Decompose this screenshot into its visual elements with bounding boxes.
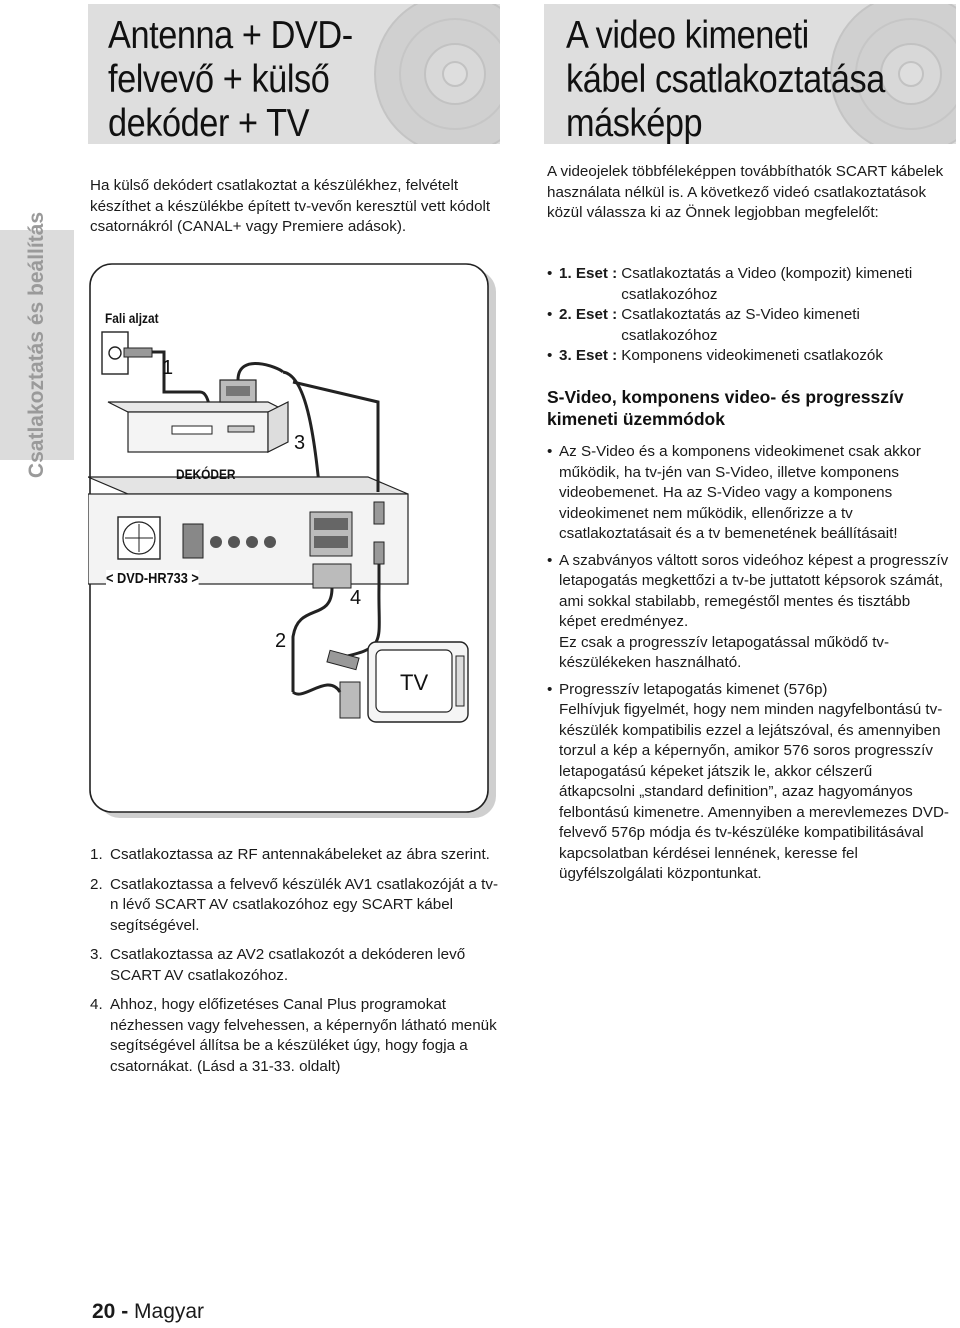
page-number: 20 - — [92, 1300, 129, 1323]
dvd-recorder-icon — [88, 477, 408, 584]
list-item — [547, 346, 947, 367]
left-intro-text: Ha külső dekódert csatlakoztat a készülékhez, felvételt készíthet a készülékbe épített tv-vevőn keresztül vett kódolt csatornákról (CANAL+ vagy Premiere adások). — [90, 177, 491, 235]
list-item — [90, 845, 502, 866]
step-number: 2. — [90, 875, 103, 893]
list-item — [547, 680, 949, 885]
step-number: 3. — [90, 946, 103, 963]
list-item — [90, 995, 502, 1077]
case-value: Csatlakoztatás az S-Video kimeneti csatlakozóhoz — [621, 306, 860, 344]
left-page-title — [108, 14, 353, 144]
right-title-line: kábel csatlakoztatása — [566, 58, 885, 101]
case-value: Komponens videokimeneti csatlakozók — [621, 347, 883, 364]
left-title-line: dekóder + TV — [108, 102, 310, 144]
case-key: • 3. Eset : — [559, 347, 618, 364]
left-title-line: Antenna + DVD- — [108, 14, 353, 57]
case-key: • 1. Eset : — [559, 265, 618, 282]
left-intro — [90, 176, 500, 238]
list-item — [547, 264, 947, 305]
recorder-label: < DVD-HR733 > — [106, 570, 199, 587]
bullet-text: Az S-Video és a komponens videokimenet csak akkor működik, ha tv-jén van S-Video, illetve komponens videobemenet. Ha az S-Video vagy a komponens videokimenet nem működik, ellenőrizze a tv csatlakoztatásait és a tv bemenetének beállításait! — [559, 443, 921, 542]
case-key: • 2. Eset : — [559, 306, 618, 323]
step-text: Csatlakoztassa a felvevő készülék AV1 csatlakozóját a tv-n lévő SCART AV csatlakozóhoz egy SCART kábel segítségével. — [110, 875, 499, 934]
case-value: Csatlakoztatás a Video (kompozit) kimeneti csatlakozóhoz — [621, 265, 913, 303]
step-1-label: 1 — [162, 357, 174, 379]
step-4-label: 4 — [350, 587, 362, 609]
list-item — [547, 305, 947, 346]
bullet-text: Progresszív letapogatás kimenet (576p) — [559, 680, 828, 698]
tv-label: TV — [400, 670, 429, 695]
left-title-box — [88, 4, 500, 144]
list-item — [547, 551, 949, 674]
disc-decoration-icon — [370, 4, 500, 144]
step-text: Csatlakoztassa az AV2 csatlakozót a dekóderen levő SCART AV csatlakozóhoz. — [110, 946, 466, 984]
side-section-label: Csatlakoztatás és beállítás — [25, 211, 48, 479]
right-intro — [547, 162, 947, 224]
connection-diagram-graphic — [88, 262, 498, 822]
step-3-label: 3 — [294, 432, 306, 454]
list-item — [90, 945, 502, 986]
bullet-text: A szabványos váltott soros videóhoz képest a progresszív letapogatás megkettőzi a tv-be juttatott képsorok számát, ami sokkal stabilabb, remegéstől mentes és tisztább képet eredményez. — [559, 551, 949, 630]
page-footer — [92, 1300, 204, 1324]
right-intro-text: A videojelek többféleképpen továbbíthatók SCART kábelek használata nélkül is. A következő videó csatlakoztatások közül válassza ki az Önnek legjobban megfelelőt: — [547, 163, 944, 221]
step-text: Ahhoz, hogy előfizetéses Canal Plus programokat nézhessen vagy felvehessen, a képernyőn látható menük segítségével állítsa be a készüléket úgy, hogy fogja a csatornákat. (Lásd a 31-33. oldalt) — [110, 996, 497, 1075]
decoder-label: DEKÓDER — [176, 466, 236, 482]
left-title-line: felvevő + külső — [108, 58, 330, 101]
list-item — [547, 442, 949, 545]
right-page-title — [566, 14, 885, 144]
right-title-line: A video kimeneti — [566, 14, 809, 57]
step-number: 1. — [90, 846, 103, 863]
connection-diagram — [88, 262, 498, 822]
footer-language: Magyar — [134, 1300, 205, 1323]
section-subheading: S-Video, komponens video- és progresszív kimeneti üzemmódok — [547, 387, 904, 429]
side-section-tab — [0, 211, 74, 479]
right-title-line: másképp — [566, 102, 703, 144]
step-number: 4. — [90, 996, 103, 1013]
bullet-extra: Felhívjuk figyelmét, hogy nem minden nagyfelbontású tv-készülék kompatibilis ezzel a lejátszóval, és amennyiben torzul a kép a képernyőn, amikor 576 soros progresszív letapogatású képeket játszik le, akkor célszerű átkapcsolni „standard definition”, azaz hagyományos felbontású kimenetre. Amennyiben a merevlemezes DVD-felvevő 576p módja és tv-készüléke kompatibilitásával kapcsolatban kérdései lennének, keresse fel ügyfélszolgálati központunkat. — [559, 701, 949, 882]
connection-cases-list — [547, 264, 947, 367]
step-text: Csatlakoztassa az RF antennakábeleket az ábra szerint. — [110, 846, 490, 863]
list-item — [90, 875, 502, 937]
step-2-label: 2 — [275, 630, 287, 652]
output-modes-list — [547, 442, 949, 885]
left-steps-list — [90, 845, 502, 1086]
bullet-extra: Ez csak a progresszív letapogatással működő tv-készülékeken használható. — [559, 633, 890, 671]
right-title-box — [544, 4, 956, 144]
wall-socket-label: Fali aljzat — [105, 310, 159, 326]
scart-plug-icon — [220, 380, 256, 402]
decoder-device-icon — [108, 402, 288, 452]
